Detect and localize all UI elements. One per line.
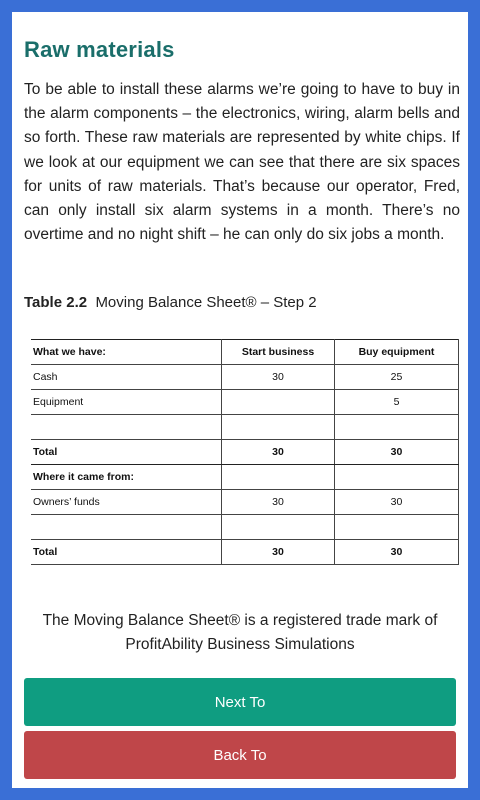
- table-cell: [334, 515, 458, 540]
- table-cell: 30: [222, 365, 335, 390]
- table-caption-number: Table 2.2: [24, 294, 88, 311]
- table-cell: Where it came from:: [31, 465, 222, 490]
- table-row-total-assets: [31, 440, 459, 465]
- table-caption-title: Moving Balance Sheet® – Step 2: [95, 294, 317, 311]
- table-cell: 5: [334, 390, 458, 415]
- balance-sheet-table-wrapper: [31, 339, 459, 565]
- table-cell: Cash: [31, 365, 222, 390]
- content-card: [12, 12, 468, 788]
- table-row-blank: [31, 415, 459, 440]
- table-cell: [222, 390, 335, 415]
- header-cell-what-we-have: What we have:: [31, 340, 222, 365]
- table-cell: [31, 415, 222, 440]
- body-paragraph: To be able to install these alarms we’re going to have to buy in the alarm components – the electronics, wiring, alarm bells and so forth. These raw materials are represented by white chips. If we look at our equipment we can see that there are six spaces for units of raw materials. That’s because our operator, Fred, can only install six alarm systems in a month. There’s no overtime and no night shift – he can only do six jobs a month.: [24, 81, 460, 244]
- table-cell: [222, 465, 335, 490]
- table-cell: [334, 465, 458, 490]
- table-cell: [222, 515, 335, 540]
- table-row-equipment: [31, 390, 459, 415]
- table-cell: 30: [222, 440, 335, 465]
- back-button[interactable]: Back To: [24, 731, 456, 779]
- table-cell: [334, 415, 458, 440]
- table-cell: 25: [334, 365, 458, 390]
- table-row-blank: [31, 515, 459, 540]
- trademark-note: The Moving Balance Sheet® is a registered trade mark of ProfitAbility Business Simulations: [42, 612, 438, 653]
- table-cell: 30: [334, 490, 458, 515]
- table-cell: Owners’ funds: [31, 490, 222, 515]
- table-row-owners-funds: [31, 490, 459, 515]
- balance-sheet-table: [31, 339, 459, 565]
- table-cell: 30: [222, 490, 335, 515]
- table-row-total-funds: [31, 540, 459, 565]
- section-heading: Raw materials: [24, 37, 175, 62]
- table-row-cash: [31, 365, 459, 390]
- table-header-row: [31, 340, 459, 365]
- table-cell: 30: [334, 540, 458, 565]
- next-button[interactable]: Next To: [24, 678, 456, 726]
- table-cell: Total: [31, 540, 222, 565]
- table-cell: [222, 415, 335, 440]
- header-cell-buy-equipment: Buy equipment: [334, 340, 458, 365]
- table-cell: Equipment: [31, 390, 222, 415]
- table-cell: 30: [334, 440, 458, 465]
- table-row-where-it-came-from: [31, 465, 459, 490]
- table-caption: [24, 294, 317, 311]
- table-cell: [31, 515, 222, 540]
- header-cell-start-business: Start business: [222, 340, 335, 365]
- table-cell: 30: [222, 540, 335, 565]
- table-cell: Total: [31, 440, 222, 465]
